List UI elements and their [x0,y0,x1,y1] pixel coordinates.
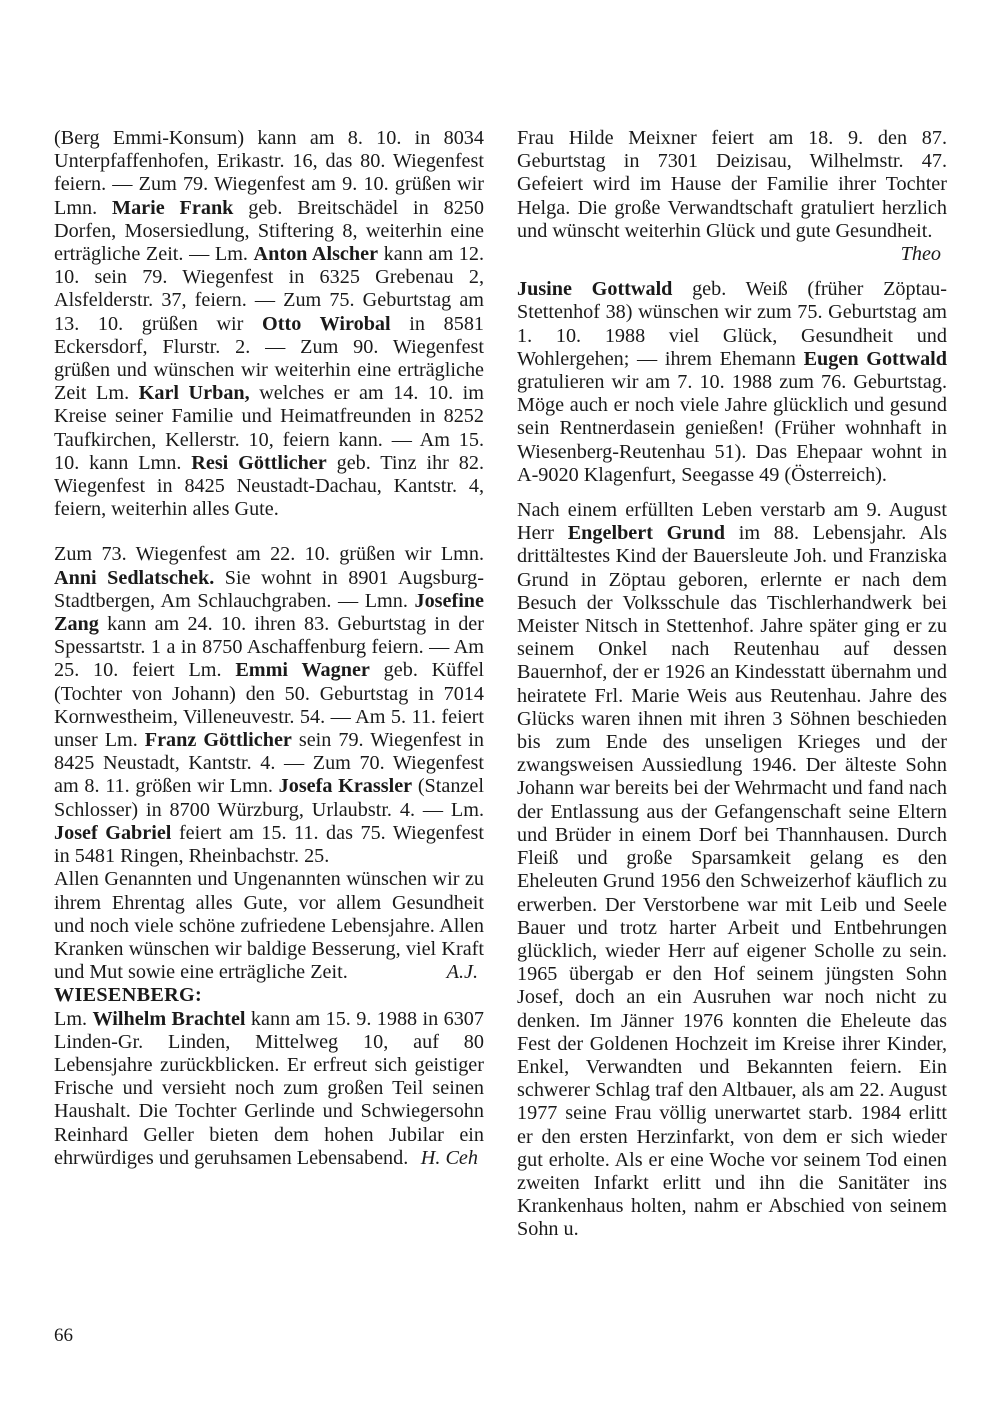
person-name: Anni Sedlatschek. [54,566,215,589]
person-name: Jusine Gottwald [517,278,673,301]
person-name: Josefa Krassler [278,775,413,798]
signature: H. Ceh [420,1146,478,1169]
section-heading: WIESENBERG: [54,984,203,1007]
person-name: Karl Urban, [138,382,250,405]
person-name: Eugen Gottwald [803,347,947,370]
person-name: Resi Göttlicher [191,451,327,474]
paragraph-greetings: Allen Genannten und Ungenannten wünschen wir zu ihrem Ehrentag alles Gute, vor allem Gesundheit und noch viele schöne zufriedene Lebensjahre. Allen Kranken wünschen wir baldige Besserung, viel Kraft und Mut sowie eine erträgliche Zeit. A.J. [54,868,484,984]
paragraph-birthdays-1: (Berg Emmi-Konsum) kann am 8. 10. in 8034 Unterpfaffenhofen, Erikastr. 16, das 80. Wiegenfest feiern. — Zum 79. Wiegenfest am 9. 10. grüßen wir Lmn. Marie Frank geb. Breitschädel in 8250 Dorfen, Mosersiedlung, Stiftering 8, weiterhin eine erträgliche Zeit. — Lm. Anton Alscher kann am 12. 10. sein 79. Wiegenfest in 6325 Grebenau 2, Alsfelderstr. 37, feiern. — Zum 75. Geburtstag am 13. 10. grüßen wir Otto Wirobal in 8581 Eckersdorf, Flurstr. 2. — Zum 90. Wiegenfest grüßen und wünschen wir weiterhin eine erträgliche Zeit Lm. Karl Urban, welches er am 14. 10. im Kreise seiner Familie und Heimatfreunden in 8252 Taufkirchen, Kellerstr. 10, feiern kann. — Am 15. 10. kann Lmn. Resi Göttlicher geb. Tinz ihr 82. Wiegenfest in 8425 Neustadt-Dachau, Kantstr. 4, feiern, weiterhin alles Gute. [54,127,485,521]
person-name: Franz Göttlicher [144,729,292,752]
paragraph-meixner: Frau Hilde Meixner feiert am 18. 9. den 87. Geburtstag in 7301 Deizisau, Wilhelmstr. 47. Gefeiert wird im Hause der Familie ihrer Tochter Helga. Die große Verwandtschaft gratuliert herzlich und wünscht weiterhin Glück und gute Gesundheit. Theo [517,127,947,266]
left-column [54,127,484,1170]
person-name: Marie Frank [112,196,234,219]
person-name: Otto Wirobal [262,312,391,335]
paragraph-birthdays-2: Zum 73. Wiegenfest am 22. 10. grüßen wir Lmn. Anni Sedlatschek. Sie wohnt in 8901 Augsburg-Stadtbergen, Am Schlauchgraben. — Lmn. Josefine Zang kann am 24. 10. ihren 83. Geburtstag in der Spessartstr. 1 a in 8750 Aschaffenburg feiern. — Am 25. 10. feiert Lm. Emmi Wagner geb. Küffel (Tochter von Johann) den 50. Geburtstag in 7014 Kornwestheim, Villeneuvestr. 54. — Am 5. 11. feiert unser Lm. Franz Göttlicher sein 79. Wiegenfest in 8425 Neustadt, Kantstr. 4. — Zum 70. Wiegenfest am 8. 11. größen wir Lmn. Josefa Krassler (Stanzel Schlosser) in 8700 Würzburg, Urlaubstr. 4. — Lm. Josef Gabriel feiert am 15. 11. das 75. Wiegenfest in 5481 Ringen, Rheinbachstr. 25. [54,543,485,868]
paragraph-wiesenberg: Lm. Wilhelm Brachtel kann am 15. 9. 1988 in 6307 Linden-Gr. Linden, Mittelweg 10, auf 80 Lebensjahre zurückblicken. Er erfreut sich geistiger Frische und versieht noch zum großen Teil seinen Haushalt. Die Tochter Gerlinde und Schwiegersohn Reinhard Geller bieten dem hohen Jubilar ein ehrwürdiges und geruhsamen Lebensabend. H. Ceh [54,1007,484,1169]
signature: Theo [900,243,941,266]
person-name: Emmi Wagner [235,659,370,682]
page-number: 66 [54,1325,73,1346]
person-name: Engelbert Grund [567,522,726,545]
paragraph-obituary: Nach einem erfüllten Leben verstarb am 9. August Herr Engelbert Grund im 88. Lebensjahr. Als drittältestes Kind der Bauersleute Joh. und Franziska Grund in Zöptau geboren, erlernte er nach dem Besuch der Volksschule das Tischlerhandwerk bei Meister Nitsch in Stettenhof. Jahre später ging er zu seinem Onkel nach Reutenhau auf dessen Bauernhof, der er 1926 an Kindesstatt übernahm und heiratete Frl. Marie Weis aus Reutenhau. Jahre des Glücks waren ihnen mit ihren 3 Söhnen beschieden bis zum Ende des unseligen Krieges und der zwangsweisen Aussiedlung 1946. Der älteste Sohn Johann war bereits bei der Wehrmacht und fand nach der Entlassung aus der Gefangenschaft seine Eltern und Brüder in einem Dorf bei Thannhausen. Durch Fleiß und große Sparsamkeit gelang es den Eheleuten Grund 1956 den Schweizerhof käuflich zu erwerben. Der Verstorbene war mit Leib und Seele Bauer und trotz harter Arbeit und Entbehrungen glücklich, wieder Herr auf eigener Scholle zu sein. 1965 übergab er den Hof seinem jüngsten Sohn Josef, doch an ein Ausruhen war noch nicht zu denken. Im Jänner 1976 konnten die Eheleute das Fest der Goldenen Hochzeit im Kreise ihrer Kinder, Enkel, Verwandten und Bekannten feiern. Ein schwerer Schlag traf den Altbauer, als am 22. August 1977 seine Frau völlig unerwartet starb. 1984 erlitt er den ersten Herzinfarkt, von dem er sich wieder gut erholte. Als er eine Woche vor seinem Tod einen zweiten Infarkt erlitt und ihn die Sanitäter ins Krankenhaus holten, nahm er Abschied von seinem Sohn u. [517,499,947,1241]
person-name: Josefine Zang [54,589,484,636]
right-column [517,127,947,1242]
paragraph-gottwald: Jusine Gottwald geb. Weiß (früher Zöptau-Stettenhof 38) wünschen wir zum 75. Geburtstag am 1. 10. 1988 viel Glück, Gesundheit und Wohlergehen; — ihrem Ehemann Eugen Gottwald gratulieren wir am 7. 10. 1988 zum 76. Geburtstag. Möge auch er noch viele Jahre glücklich und gesund sein Rentnerdasein genießen! (Früher wohnhaft in Wiesenberg-Reutenhau 51). Das Ehepaar wohnt in A-9020 Klagenfurt, Seegasse 49 (Österreich). [517,278,947,486]
person-name: Anton Alscher [253,243,379,266]
person-name: Wilhelm Brachtel [92,1007,246,1030]
person-name: Josef Gabriel [54,821,172,844]
signature: A.J. [446,961,478,984]
